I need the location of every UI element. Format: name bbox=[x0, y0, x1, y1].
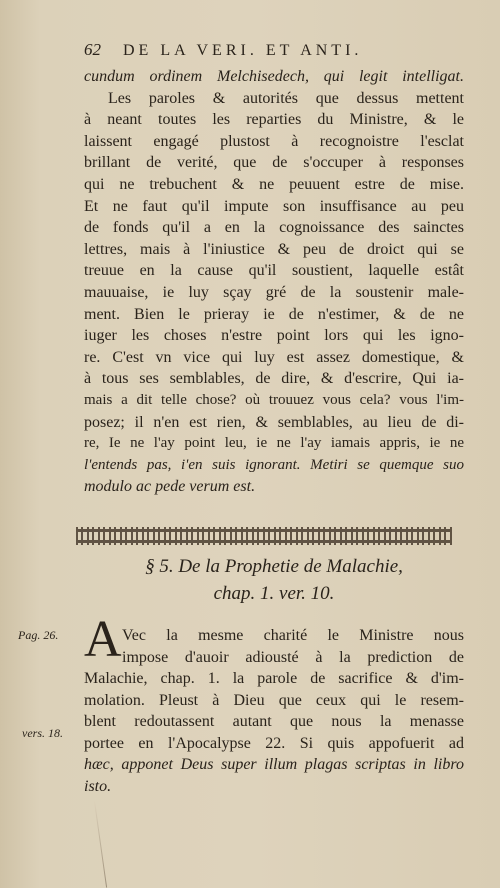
text-line: brillant de verité, que de s'occuper à responses bbox=[84, 154, 464, 172]
text-line: à neant toutes les reparties du Ministre, & le bbox=[84, 111, 464, 129]
text-line: iuger les choses n'estre point lors qui les igno- bbox=[84, 327, 464, 345]
text-line: mauuaise, ie luy sçay gré de la soustenir male- bbox=[84, 283, 464, 301]
text-line: Et ne faut qu'il impute son insuffisance au peu bbox=[84, 197, 464, 215]
text-line: qui ne trebuchent & ne peuuent estre de mise. bbox=[84, 175, 464, 193]
margin-note-verse: vers. 18. bbox=[22, 726, 63, 740]
ornamental-band bbox=[76, 527, 452, 545]
text-line: l'entends pas, i'en suis ignorant. Metiri se quemque suo bbox=[84, 456, 464, 473]
text-line: hæc, apponet Deus super illum plagas scriptas in libro bbox=[84, 756, 464, 773]
text-line: impose d'auoir adiousté à la prediction de bbox=[122, 648, 464, 666]
section-heading-line: § 5. De la Prophetie de Malachie, bbox=[145, 556, 403, 577]
text-line: mais a dit telle chose? où trouuez vous cela? vous l'im- bbox=[84, 391, 464, 408]
text-line: posez; il n'en est rien, & semblables, au lieu de di- bbox=[84, 413, 464, 431]
running-header bbox=[84, 40, 464, 60]
text-line: cundum ordinem Melchisedech, qui legit intelligat. bbox=[84, 68, 464, 85]
text-line: Malachie, chap. 1. la parole de sacrifice & d'im- bbox=[84, 670, 464, 687]
margin-note-page: Pag. 26. bbox=[18, 628, 59, 642]
text-line: lettres, mais à l'iniustice & peu de droict qui se bbox=[84, 240, 464, 258]
section-heading bbox=[84, 553, 464, 607]
section-heading-line: chap. 1. ver. 10. bbox=[213, 583, 335, 604]
text-line: portee en l'Apocalypse 22. Si quis appofuerit ad bbox=[84, 734, 464, 752]
text-line: isto. bbox=[84, 777, 112, 795]
text-line: Vec la mesme charité le Ministre nous bbox=[122, 627, 464, 644]
text-line: blent redoutassent autant que nous la menasse bbox=[84, 713, 464, 730]
page-number: 62 bbox=[84, 40, 101, 59]
text-line: re. C'est vn vice qui luy est assez domestique, & bbox=[84, 348, 464, 366]
paper-crease bbox=[94, 800, 107, 887]
text-line: molation. Pleust à Dieu que ceux qui le resem- bbox=[84, 691, 464, 709]
drop-cap: A bbox=[84, 611, 122, 668]
text-line: laissent engagé plustost à recognoistre l'esclat bbox=[84, 132, 464, 150]
text-line: de fonds qu'il a en la cognoissance des sainctes bbox=[84, 219, 464, 237]
text-line: à tous ses semblables, de dire, & d'escrire, Qui ia- bbox=[84, 370, 464, 388]
text-line: modulo ac pede verum est. bbox=[84, 478, 256, 496]
paragraph-2 bbox=[84, 625, 464, 797]
text-line: ment. Bien le prieray ie de n'estimer, & de ne bbox=[84, 305, 464, 323]
running-title: DE LA VERI. ET ANTI. bbox=[123, 42, 363, 59]
text-line: re, Ie ne l'ay point leu, ie ne l'ay iamais appris, ie ne bbox=[84, 435, 464, 452]
text-line: treuue en la cause qu'il soustient, laquelle estât bbox=[84, 262, 464, 280]
main-text bbox=[84, 66, 464, 498]
text-line: Les paroles & autorités que dessus mettent bbox=[108, 89, 464, 107]
